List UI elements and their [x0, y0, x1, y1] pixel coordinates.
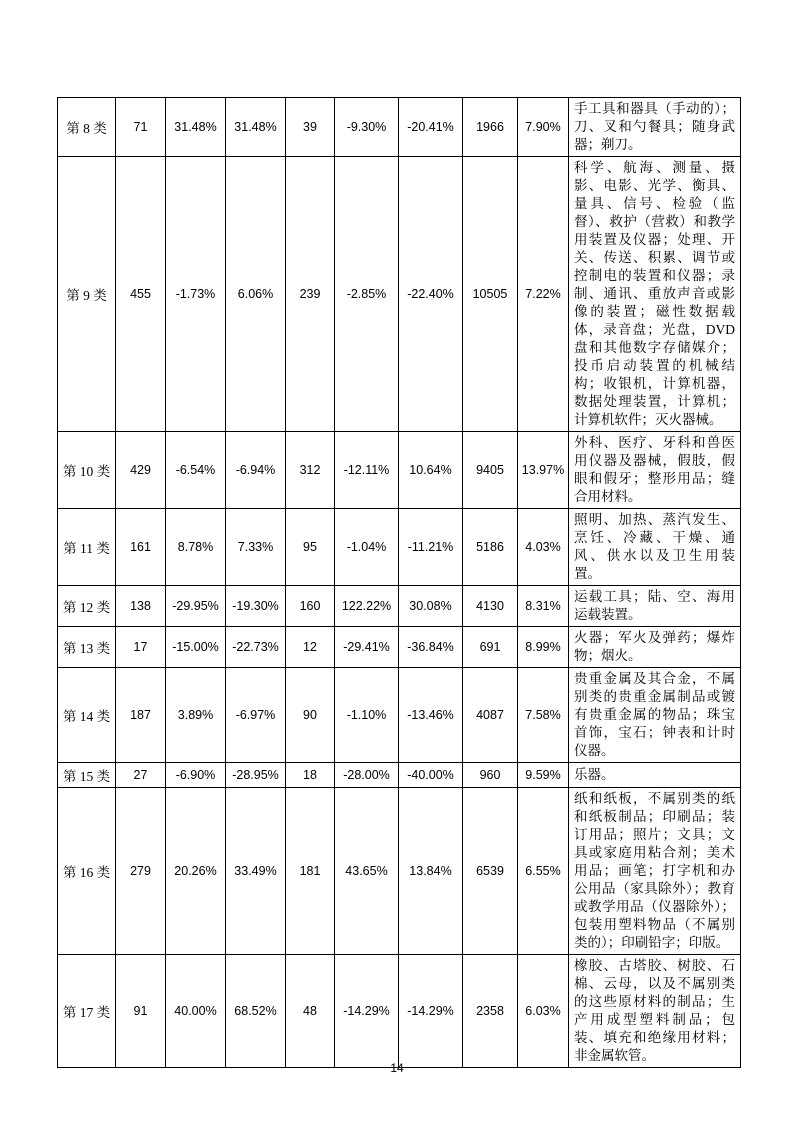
value-cell: -2.85%	[335, 157, 399, 432]
value-cell: 960	[463, 763, 518, 788]
value-cell: 455	[116, 157, 166, 432]
value-cell: -22.73%	[226, 627, 286, 668]
value-cell: -22.40%	[399, 157, 463, 432]
value-cell: 3.89%	[166, 668, 226, 763]
value-cell: 9.59%	[518, 763, 569, 788]
value-cell: 187	[116, 668, 166, 763]
category-cell: 第 9 类	[58, 157, 116, 432]
description-cell: 运载工具；陆、空、海用运载装置。	[569, 586, 741, 627]
value-cell: -28.00%	[335, 763, 399, 788]
value-cell: -14.29%	[335, 955, 399, 1068]
value-cell: 39	[286, 98, 335, 157]
category-cell: 第 16 类	[58, 788, 116, 955]
value-cell: 40.00%	[166, 955, 226, 1068]
value-cell: -1.04%	[335, 509, 399, 586]
value-cell: -29.95%	[166, 586, 226, 627]
value-cell: 43.65%	[335, 788, 399, 955]
description-cell: 科学、航海、测量、摄影、电影、光学、衡具、量具、信号、检验（监督）、救护（营救）和教学用装置及仪器；处理、开关、传送、积累、调节或控制电的装置和仪器；录制、通讯、重放声音或影像的装置；磁性数据载体，录音盘；光盘，DVD 盘和其他数字存储媒介；投币启动装置的机械结构；收银机，计算机器，数据处理装置，计算机；计算机软件；灭火器械。	[569, 157, 741, 432]
value-cell: 6539	[463, 788, 518, 955]
page-number: 14	[390, 1061, 404, 1075]
value-cell: 4130	[463, 586, 518, 627]
value-cell: 90	[286, 668, 335, 763]
value-cell: 9405	[463, 432, 518, 509]
value-cell: 239	[286, 157, 335, 432]
value-cell: 312	[286, 432, 335, 509]
value-cell: 4087	[463, 668, 518, 763]
description-cell: 照明、加热、蒸汽发生、烹饪、冷藏、干燥、通风、供水以及卫生用装置。	[569, 509, 741, 586]
table-row	[58, 157, 741, 432]
value-cell: 68.52%	[226, 955, 286, 1068]
value-cell: 8.78%	[166, 509, 226, 586]
value-cell: -9.30%	[335, 98, 399, 157]
table-row	[58, 955, 741, 1068]
value-cell: -6.94%	[226, 432, 286, 509]
value-cell: 7.22%	[518, 157, 569, 432]
table-row	[58, 586, 741, 627]
value-cell: 181	[286, 788, 335, 955]
value-cell: 5186	[463, 509, 518, 586]
value-cell: -12.11%	[335, 432, 399, 509]
value-cell: 1966	[463, 98, 518, 157]
description-cell: 手工具和器具（手动的）；刀、叉和勺餐具；随身武器；剃刀。	[569, 98, 741, 157]
value-cell: -1.10%	[335, 668, 399, 763]
value-cell: 2358	[463, 955, 518, 1068]
category-cell: 第 17 类	[58, 955, 116, 1068]
value-cell: 31.48%	[166, 98, 226, 157]
value-cell: -1.73%	[166, 157, 226, 432]
value-cell: -40.00%	[399, 763, 463, 788]
value-cell: 17	[116, 627, 166, 668]
value-cell: -14.29%	[399, 955, 463, 1068]
value-cell: 30.08%	[399, 586, 463, 627]
value-cell: -20.41%	[399, 98, 463, 157]
value-cell: -29.41%	[335, 627, 399, 668]
value-cell: 279	[116, 788, 166, 955]
value-cell: 10.64%	[399, 432, 463, 509]
description-cell: 外科、医疗、牙科和兽医用仪器及器械，假肢，假眼和假牙；整形用品；缝合用材料。	[569, 432, 741, 509]
value-cell: -6.90%	[166, 763, 226, 788]
description-cell: 纸和纸板，不属别类的纸和纸板制品；印刷品；装订用品；照片；文具；文具或家庭用粘合剂；美术用品；画笔；打字机和办公用品（家具除外）；教育或教学用品（仪器除外）；包装用塑料物品（不属别类的）；印刷铅字；印版。	[569, 788, 741, 955]
value-cell: 33.49%	[226, 788, 286, 955]
table-row	[58, 509, 741, 586]
value-cell: 8.31%	[518, 586, 569, 627]
value-cell: 48	[286, 955, 335, 1068]
value-cell: 7.58%	[518, 668, 569, 763]
table-row	[58, 788, 741, 955]
description-cell: 贵重金属及其合金，不属别类的贵重金属制品或镀有贵重金属的物品；珠宝首饰，宝石；钟表和计时仪器。	[569, 668, 741, 763]
category-cell: 第 10 类	[58, 432, 116, 509]
value-cell: -6.97%	[226, 668, 286, 763]
description-cell: 火器；军火及弹药；爆炸物；烟火。	[569, 627, 741, 668]
category-cell: 第 13 类	[58, 627, 116, 668]
table-row	[58, 98, 741, 157]
description-cell: 橡胶、古塔胶、树胶、石棉、云母，以及不属别类的这些原材料的制品；生产用成型塑料制品；包装、填充和绝缘用材料；非金属软管。	[569, 955, 741, 1068]
value-cell: 71	[116, 98, 166, 157]
category-cell: 第 12 类	[58, 586, 116, 627]
value-cell: 161	[116, 509, 166, 586]
category-cell: 第 14 类	[58, 668, 116, 763]
table-row	[58, 668, 741, 763]
value-cell: 7.90%	[518, 98, 569, 157]
value-cell: 13.97%	[518, 432, 569, 509]
table-body	[58, 98, 741, 1068]
table-row	[58, 763, 741, 788]
category-cell: 第 8 类	[58, 98, 116, 157]
value-cell: 8.99%	[518, 627, 569, 668]
value-cell: 91	[116, 955, 166, 1068]
value-cell: -6.54%	[166, 432, 226, 509]
value-cell: 6.55%	[518, 788, 569, 955]
value-cell: -15.00%	[166, 627, 226, 668]
value-cell: -28.95%	[226, 763, 286, 788]
value-cell: 20.26%	[166, 788, 226, 955]
value-cell: 13.84%	[399, 788, 463, 955]
value-cell: 7.33%	[226, 509, 286, 586]
value-cell: 31.48%	[226, 98, 286, 157]
value-cell: 6.06%	[226, 157, 286, 432]
value-cell: 138	[116, 586, 166, 627]
category-cell: 第 11 类	[58, 509, 116, 586]
value-cell: 6.03%	[518, 955, 569, 1068]
description-cell: 乐器。	[569, 763, 741, 788]
trademark-category-table	[57, 97, 741, 1068]
table-row	[58, 627, 741, 668]
value-cell: 160	[286, 586, 335, 627]
category-cell: 第 15 类	[58, 763, 116, 788]
table-row	[58, 432, 741, 509]
value-cell: 27	[116, 763, 166, 788]
value-cell: -13.46%	[399, 668, 463, 763]
value-cell: 429	[116, 432, 166, 509]
value-cell: -19.30%	[226, 586, 286, 627]
value-cell: 12	[286, 627, 335, 668]
value-cell: 122.22%	[335, 586, 399, 627]
value-cell: 95	[286, 509, 335, 586]
value-cell: -36.84%	[399, 627, 463, 668]
value-cell: 18	[286, 763, 335, 788]
value-cell: 691	[463, 627, 518, 668]
value-cell: 4.03%	[518, 509, 569, 586]
value-cell: -11.21%	[399, 509, 463, 586]
value-cell: 10505	[463, 157, 518, 432]
